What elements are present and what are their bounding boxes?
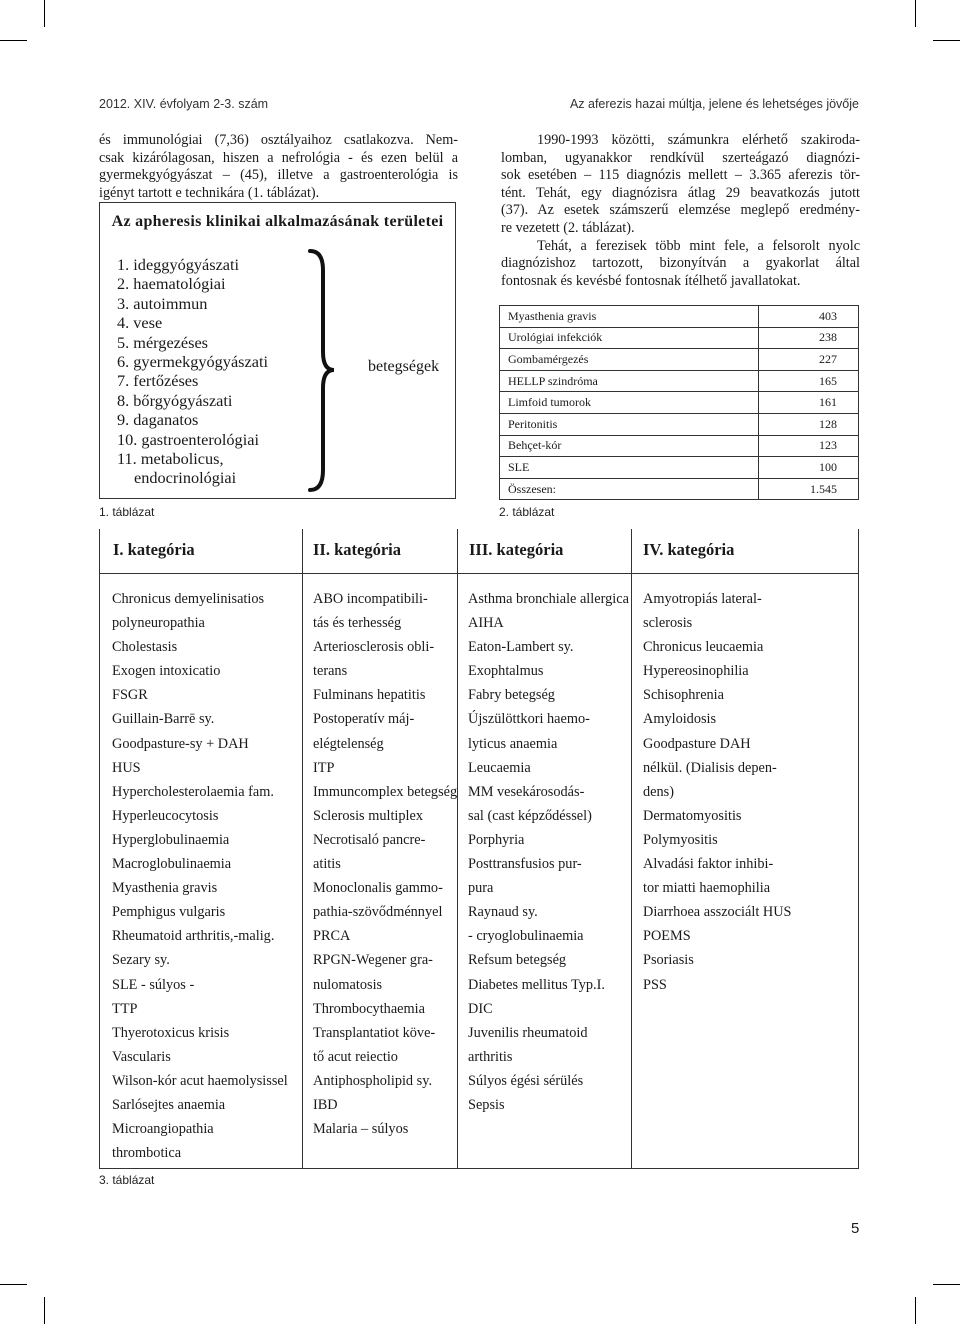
crop-mark bbox=[44, 0, 45, 27]
list-item: Refsum betegség bbox=[468, 952, 567, 969]
column-list bbox=[112, 587, 288, 1165]
right-paragraphs bbox=[501, 132, 860, 290]
list-item: Goodpasture DAH bbox=[643, 735, 751, 752]
list-item: Necrotisaló pancre- bbox=[313, 831, 426, 848]
list-item: ABO incompatibili- bbox=[313, 591, 428, 607]
list-item: ITP bbox=[313, 759, 335, 776]
list-item: atitis bbox=[313, 856, 341, 873]
list-item: Posttransfusios pur- bbox=[468, 856, 582, 873]
table-1-title: Az apheresis klinikai alkalmazásának területei bbox=[111, 213, 444, 230]
list-item: nélkül. (Dialisis depen- bbox=[643, 759, 777, 776]
text-line: 1990-1993 közötti, számunkra elérhető szakiroda- bbox=[537, 132, 860, 148]
list-item: Dermatomyositis bbox=[643, 807, 742, 824]
list-item: Fabry betegség bbox=[468, 687, 555, 704]
list-item: nulomatosis bbox=[313, 976, 383, 993]
column-list bbox=[313, 587, 457, 1141]
running-header-right: Az aferezis hazai múltja, jelene és lehetséges jövője bbox=[569, 97, 859, 111]
running-header-left: 2012. XIV. évfolyam 2-3. szám bbox=[99, 97, 269, 111]
list-item: Arteriosclerosis obli- bbox=[313, 639, 435, 656]
text-line: sok esetében – 115 diagnózis mellett – 3.365 aferezis tör- bbox=[501, 167, 860, 184]
list-item: Goodpasture-sy + DAH bbox=[112, 735, 249, 752]
list-item: Chronicus leucaemia bbox=[643, 639, 764, 656]
table-row bbox=[500, 306, 859, 328]
list-item: Pemphigus vulgaris bbox=[112, 904, 226, 921]
crop-mark bbox=[915, 1297, 916, 1324]
list-item: SLE - súlyos - bbox=[112, 976, 195, 993]
crop-mark bbox=[933, 40, 960, 41]
list-item: sclerosis bbox=[643, 615, 693, 632]
list-item: PRCA bbox=[313, 928, 351, 945]
table-cell: 238 bbox=[759, 327, 859, 349]
table-1-caption: 1. táblázat bbox=[99, 505, 155, 519]
table-cell: 123 bbox=[759, 435, 859, 457]
list-item: Microangiopathia bbox=[112, 1121, 214, 1138]
list-item: 6. gyermekgyógyászati bbox=[117, 352, 269, 372]
list-item: Schisophrenia bbox=[643, 687, 724, 704]
list-item: endocrinológiai bbox=[134, 468, 237, 488]
column-header: II. kategória bbox=[313, 540, 401, 559]
table-row bbox=[500, 370, 859, 392]
crop-mark bbox=[933, 1284, 960, 1285]
text-line: tént. Tehát, egy diagnózisra átlag 29 beavatkozás jutott bbox=[501, 184, 860, 201]
list-item: Amyotropiás lateral- bbox=[643, 591, 762, 607]
list-item: Hyperleucocytosis bbox=[112, 807, 219, 824]
table-cell: 161 bbox=[759, 392, 859, 414]
list-item: Újszülöttkori haemo- bbox=[468, 711, 590, 728]
list-item: Sezary sy. bbox=[112, 952, 170, 969]
list-item: Malaria – súlyos bbox=[313, 1121, 409, 1138]
list-item: Thrombocythaemia bbox=[313, 1000, 425, 1017]
list-item: thrombotica bbox=[112, 1145, 182, 1162]
table-cell: Gombamérgezés bbox=[500, 349, 759, 371]
list-item: Súlyos égési sérülés bbox=[468, 1072, 584, 1089]
table-row bbox=[500, 478, 859, 500]
list-item: Alvadási faktor inhibi- bbox=[643, 856, 774, 873]
list-item: tő acut reiectio bbox=[313, 1048, 398, 1065]
table-3-caption: 3. táblázat bbox=[99, 1173, 155, 1187]
list-item: Thyerotoxicus krisis bbox=[112, 1024, 230, 1041]
text-line: lomban, ugyanakkor rendkívül szerteágazó diagnózi- bbox=[501, 149, 860, 166]
table-2 bbox=[499, 305, 859, 500]
list-item: Immuncomplex betegség bbox=[313, 783, 458, 800]
column-divider bbox=[457, 529, 458, 1168]
table-cell: 165 bbox=[759, 370, 859, 392]
list-item: 4. vese bbox=[117, 313, 163, 333]
table-cell: Behçet-kór bbox=[500, 435, 759, 457]
column-list bbox=[468, 587, 629, 1117]
list-item: tor miatti haemophilia bbox=[643, 880, 771, 897]
table-cell: Limfoid tumorok bbox=[500, 392, 759, 414]
list-item: Juvenilis rheumatoid bbox=[468, 1024, 588, 1041]
list-item: Vascularis bbox=[112, 1048, 171, 1065]
list-item: Diarrhoea asszociált HUS bbox=[643, 904, 792, 921]
table-1-box bbox=[99, 202, 456, 499]
table-cell: HELLP szindróma bbox=[500, 370, 759, 392]
table-cell: 227 bbox=[759, 349, 859, 371]
list-item: Porphyria bbox=[468, 831, 525, 848]
text-line: gyermekgyógyászat – (45), illetve a gastroenterológia is bbox=[99, 167, 458, 184]
text-line: (37). Az esetek számszerű elemzése meglepő eredmény- bbox=[501, 202, 860, 219]
list-item: FSGR bbox=[112, 687, 148, 704]
table-cell: 128 bbox=[759, 413, 859, 435]
list-item: Chronicus demyelinisatios bbox=[112, 591, 265, 607]
header-divider bbox=[100, 573, 858, 574]
crop-mark bbox=[915, 0, 916, 27]
list-item: Antiphospholipid sy. bbox=[313, 1072, 433, 1089]
list-item: Monoclonalis gammo- bbox=[313, 880, 443, 897]
table-cell: Összesen: bbox=[500, 478, 759, 500]
brace-label: betegségek bbox=[368, 358, 440, 375]
list-item: Guillain-Barrē sy. bbox=[112, 711, 215, 728]
list-item: Transplantatiot köve- bbox=[313, 1024, 436, 1041]
text-line: fontosnak és kevésbé fontosnak ítélhető javallatokat. bbox=[501, 272, 801, 289]
list-item: dens) bbox=[643, 783, 674, 800]
curly-brace-icon bbox=[306, 248, 336, 493]
text-line: igényt tartott e technikára (1. táblázat). bbox=[99, 184, 320, 201]
table-cell: SLE bbox=[500, 457, 759, 479]
list-item: POEMS bbox=[643, 928, 691, 945]
list-item: Diabetes mellitus Typ.I. bbox=[468, 976, 605, 993]
left-paragraph bbox=[99, 132, 458, 202]
table-cell: Urológiai infekciók bbox=[500, 327, 759, 349]
table-row bbox=[500, 435, 859, 457]
list-item: Hypereosinophilia bbox=[643, 663, 749, 680]
list-item: Cholestasis bbox=[112, 639, 178, 656]
list-item: TTP bbox=[112, 1000, 138, 1017]
list-item: Sclerosis multiplex bbox=[313, 807, 423, 824]
list-item: 2. haematológiai bbox=[117, 274, 226, 294]
list-item: AIHA bbox=[468, 615, 504, 632]
list-item: Hyperglobulinaemia bbox=[112, 831, 230, 848]
list-item: 9. daganatos bbox=[117, 410, 199, 430]
table-cell: 403 bbox=[759, 306, 859, 328]
list-item: polyneuropathia bbox=[112, 615, 205, 632]
list-item: Exophtalmus bbox=[468, 663, 544, 680]
list-item: pathia-szövődménnyel bbox=[313, 904, 443, 921]
list-item: 8. bőrgyógyászati bbox=[117, 390, 233, 410]
list-item: lyticus anaemia bbox=[468, 735, 558, 752]
list-item: Sarlósejtes anaemia bbox=[112, 1096, 226, 1113]
list-item: Raynaud sy. bbox=[468, 904, 538, 921]
text-line: re vezetett (2. táblázat). bbox=[501, 219, 635, 236]
list-item: Exogen intoxicatio bbox=[112, 663, 221, 680]
list-item: Wilson-kór acut haemolysissel bbox=[112, 1072, 288, 1089]
list-item: - cryoglobulinaemia bbox=[468, 928, 584, 945]
list-item: Sepsis bbox=[468, 1096, 505, 1113]
list-item: PSS bbox=[643, 976, 667, 993]
page-number: 5 bbox=[851, 1220, 860, 1237]
list-item: Leucaemia bbox=[468, 759, 531, 776]
table-2-caption: 2. táblázat bbox=[499, 505, 555, 519]
text-line: Tehát, a ferezisek több mint fele, a felsorolt nyolc bbox=[537, 237, 860, 254]
list-item: Psoriasis bbox=[643, 952, 694, 969]
list-item: Macroglobulinaemia bbox=[112, 856, 232, 873]
list-item: 11. metabolicus, bbox=[117, 449, 224, 469]
table-row bbox=[500, 457, 859, 479]
table-row bbox=[500, 349, 859, 371]
column-list bbox=[643, 587, 791, 997]
table-row bbox=[500, 392, 859, 414]
list-item: IBD bbox=[313, 1096, 338, 1113]
list-item: Postoperatív máj- bbox=[313, 711, 415, 728]
list-item: pura bbox=[468, 880, 494, 897]
list-item: RPGN-Wegener gra- bbox=[313, 952, 433, 969]
list-item: 5. mérgezéses bbox=[117, 332, 209, 352]
crop-mark bbox=[44, 1297, 45, 1324]
list-item: Amyloidosis bbox=[643, 711, 717, 728]
table-cell: 1.545 bbox=[759, 478, 859, 500]
table-row bbox=[500, 413, 859, 435]
list-item: 3. autoimmun bbox=[117, 293, 208, 313]
list-item: 7. fertőzéses bbox=[117, 371, 199, 391]
table-cell: 100 bbox=[759, 457, 859, 479]
column-header: III. kategória bbox=[469, 540, 564, 559]
list-item: DIC bbox=[468, 1000, 493, 1017]
table-cell: Peritonitis bbox=[500, 413, 759, 435]
column-header: I. kategória bbox=[113, 540, 195, 559]
table-row bbox=[500, 327, 859, 349]
list-item: Polymyositis bbox=[643, 831, 718, 848]
table-cell: Myasthenia gravis bbox=[500, 306, 759, 328]
list-item: Rheumatoid arthritis,-malig. bbox=[112, 928, 275, 945]
list-item: elégtelenség bbox=[313, 735, 384, 752]
text-line: csak kizárólagosan, hiszen a nefrológia - és ezen belül a bbox=[99, 149, 458, 166]
column-header: IV. kategória bbox=[643, 540, 735, 559]
list-item: 10. gastroenterológiai bbox=[117, 429, 259, 449]
table-3 bbox=[99, 529, 859, 1169]
list-item: terans bbox=[313, 663, 348, 680]
list-item: Eaton-Lambert sy. bbox=[468, 639, 574, 656]
list-item: MM vesekárosodás- bbox=[468, 783, 585, 800]
list-item: 1. ideggyógyászati bbox=[117, 255, 240, 274]
column-divider bbox=[302, 529, 303, 1168]
list-item: tás és terhesség bbox=[313, 615, 402, 632]
list-item: Hypercholesterolaemia fam. bbox=[112, 783, 274, 800]
list-item: Fulminans hepatitis bbox=[313, 687, 426, 704]
crop-mark bbox=[0, 1284, 27, 1285]
column-divider bbox=[631, 529, 632, 1168]
text-line: diagnózishoz tartozott, bizonyítván a gyakorlat által bbox=[501, 255, 860, 272]
list-item: HUS bbox=[112, 759, 141, 776]
list-item: Myasthenia gravis bbox=[112, 880, 218, 897]
list-item: sal (cast képződéssel) bbox=[468, 807, 592, 824]
crop-mark bbox=[0, 40, 27, 41]
list-item: arthritis bbox=[468, 1048, 513, 1065]
list-item: Asthma bronchiale allergica bbox=[468, 591, 629, 607]
text-line: és immunológiai (7,36) osztályaihoz csatlakozva. Nem- bbox=[99, 132, 458, 148]
table-1-list bbox=[117, 255, 268, 488]
